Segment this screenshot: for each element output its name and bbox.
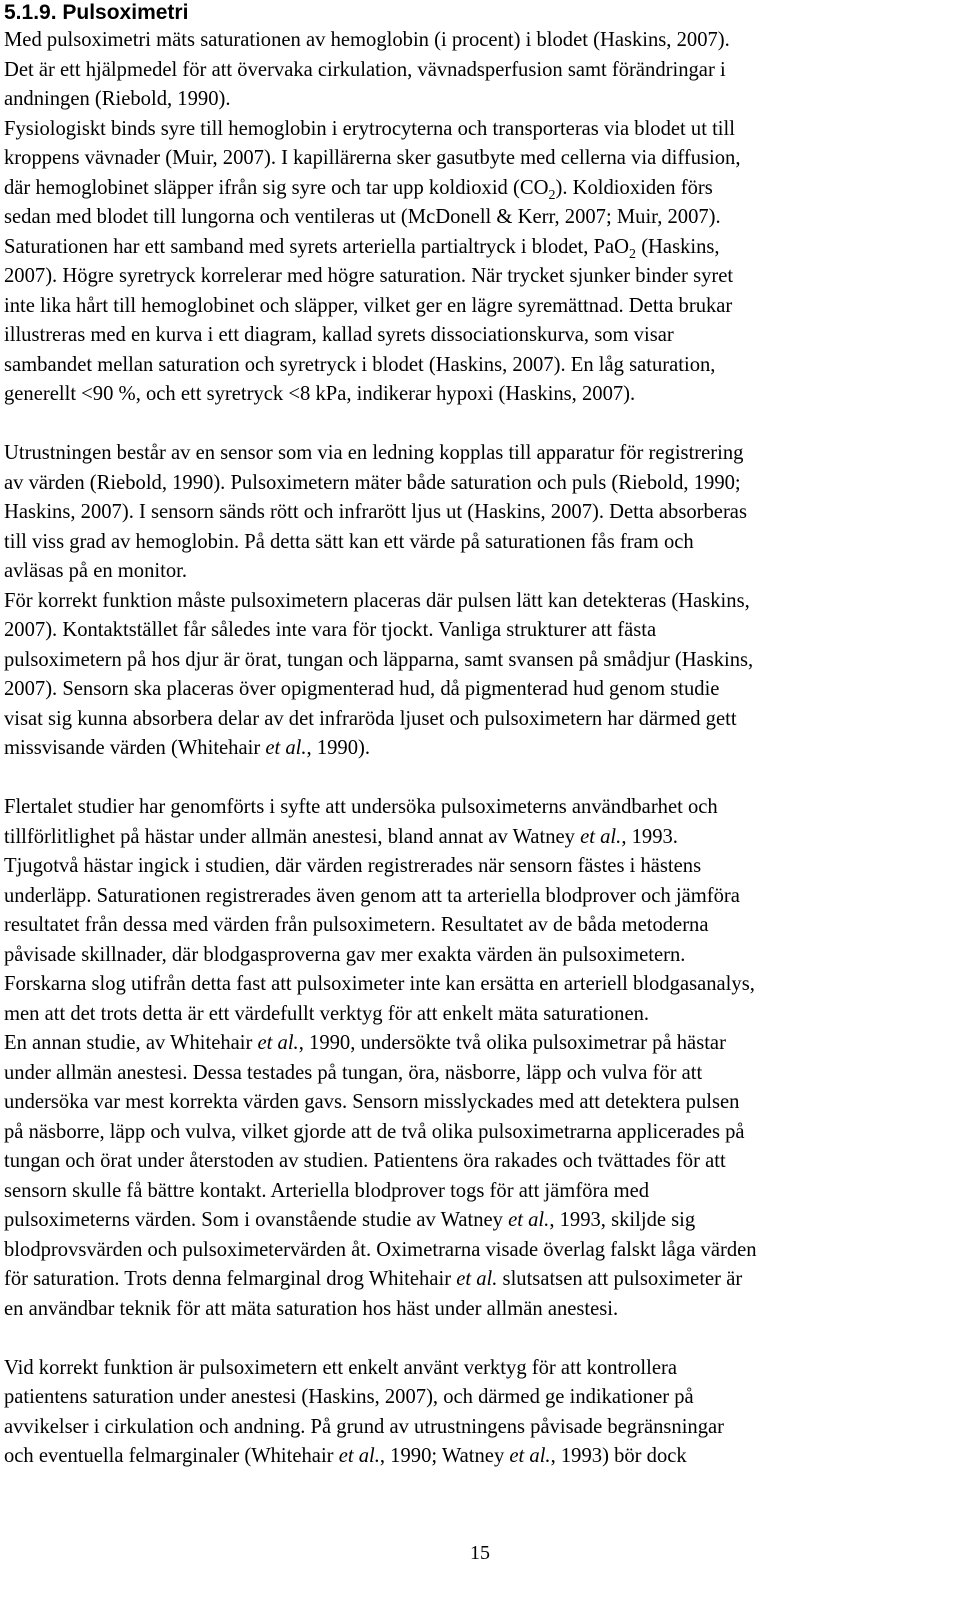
italic-text: et al. [508,1209,550,1231]
italic-text: et al. [265,737,307,759]
text-line: på näsborre, läpp och vulva, vilket gjorde att de två olika pulsoximetrarna applicerades på [4,1120,745,1143]
section-heading: 5.1.9. Pulsoximetri [4,1,189,24]
text-line: Tjugotvå hästar ingick i studien, där värden registrerades när sensorn fästes i hästens [4,855,702,877]
text-line: 2007). Högre syretryck korrelerar med högre saturation. När trycket sjunker binder syret [4,265,734,287]
text-line: Saturationen har ett samband med syrets arteriella partialtryck i blodet, PaO$_2$ (Haskins, [4,235,720,262]
text-line: Haskins, 2007). I sensorn sänds rött och infrarött ljus ut (Haskins, 2007). Detta absorberas [4,501,747,523]
text-line: För korrekt funktion måste pulsoximetern placeras där pulsen lätt kan detekteras (Haskins, [4,589,750,612]
text-line: illustreras med en kurva i ett diagram, kallad syrets dissociationskurva, som visar [4,324,674,346]
italic-text: et al. [509,1445,551,1467]
text-line: sensorn skulle få bättre kontakt. Arteriella blodprover togs för att jämföra med [4,1179,650,1202]
subscript: 2 [629,246,637,262]
text-line: och eventuella felmarginaler (Whitehair et al., 1990; Watney et al., 1993) bör dock [4,1445,687,1467]
page-number: 15 [470,1542,490,1564]
text-line: missvisande värden (Whitehair et al., 1990). [4,737,371,759]
text-line: för saturation. Trots denna felmarginal drog Whitehair et al. slutsatsen att pulsoximeter är [4,1268,743,1290]
text-line: men att det trots detta är ett värdefullt verktyg för att enkelt mäta saturationen. [4,1002,650,1025]
text-line: under allmän anestesi. Dessa testades på tungan, öra, näsborre, läpp och vulva för att [4,1061,703,1084]
text-line: Vid korrekt funktion är pulsoximetern ett enkelt använt verktyg för att kontrollera [4,1356,678,1379]
text-line: Fysiologiskt binds syre till hemoglobin i erytrocyterna och transporteras via blodet ut till [4,117,735,140]
text-line: pulsoximeterns värden. Som i ovanstående studie av Watney et al., 1993, skiljde sig [4,1209,696,1231]
text-line: påvisade skillnader, där blodgasproverna gav mer exakta värden än pulsoximetern. [4,943,686,966]
italic-text: et al. [338,1445,380,1467]
text-line: Med pulsoximetri mäts saturationen av hemoglobin (i procent) i blodet (Haskins, 2007). [4,29,730,51]
text-line: av värden (Riebold, 1990). Pulsoximetern mäter både saturation och puls (Riebold, 1990; [4,471,741,494]
text-line: där hemoglobinet släpper ifrån sig syre och tar upp koldioxid $(CO_2)$. Koldioxiden förs [4,176,713,203]
text-line: Flertalet studier har genomförts i syfte att undersöka pulsoximeterns användbarhet och [4,796,718,818]
text-line: generellt <90 %, och ett syretryck <8 kPa, indikerar hypoxi (Haskins, 2007). [4,383,636,405]
italic-text: et al. [456,1268,498,1290]
text-line: resultatet från dessa med värden från pulsoximetern. Resultatet av de båda metoderna [4,914,709,936]
paragraph-gap [4,1324,956,1354]
paragraph-gap [4,410,956,440]
paragraph-pulsoximetri-intro [4,26,956,410]
text-line: En annan studie, av Whitehair et al., 1990, undersökte två olika pulsoximetrar på hästar [4,1032,726,1054]
text-line: andningen (Riebold, 1990). [4,88,231,110]
text-line: pulsoximetern på hos djur är örat, tungan och läpparna, samt svansen på smådjur (Haskins, [4,648,754,671]
text-line: undersöka var mest korrekta värden gavs. Sensorn misslyckades med att detektera pulsen [4,1091,740,1113]
paragraph-gap [4,764,956,794]
paragraph-equipment [4,439,956,764]
text-line: sambandet mellan saturation och syretryck i blodet (Haskins, 2007). En låg saturation, [4,353,716,376]
text-line: till viss grad av hemoglobin. På detta sätt kan ett värde på saturationen fås fram och [4,530,694,553]
text-line: 2007). Kontaktstället får således inte vara för tjockt. Vanliga strukturer att fästa [4,619,657,641]
text-line: Forskarna slog utifrån detta fast att pulsoximeter inte kan ersätta en arteriell blodgasanalys, [4,973,755,995]
text-line: sedan med blodet till lungorna och ventileras ut (McDonell & Kerr, 2007; Muir, 2007). [4,206,721,228]
italic-text: et al. [580,825,622,848]
text-line: 2007). Sensorn ska placeras över opigmenterad hud, då pigmenterad hud genom studie [4,678,720,700]
text-line: tillförlitlighet på hästar under allmän anestesi, bland annat av Watney et al., 1993. [4,825,678,848]
text-line: Utrustningen består av en sensor som via en ledning kopplas till apparatur för registrering [4,442,744,464]
text-line: en användbar teknik för att mäta saturation hos häst under allmän anestesi. [4,1297,619,1320]
text-line: avvikelser i cirkulation och andning. På grund av utrustningens påvisade begränsningar [4,1415,725,1438]
text-line: avläsas på en monitor. [4,560,188,582]
paragraph-studies [4,793,956,1324]
subscript: 2 [548,187,556,203]
text-line: kroppens vävnader (Muir, 2007). I kapillärerna sker gasutbyte med cellerna via diffusion, [4,147,741,169]
text-line: visat sig kunna absorbera delar av det infraröda ljuset och pulsoximetern har därmed gett [4,707,737,730]
document-page [4,0,956,1472]
text-line: inte lika hårt till hemoglobinet och släpper, vilket ger en lägre syremättnad. Detta brukar [4,294,733,317]
italic-text: et al. [257,1032,299,1054]
paragraph-conclusion [4,1354,956,1472]
text-line: Det är ett hjälpmedel för att övervaka cirkulation, vävnadsperfusion samt förändringar i [4,58,726,81]
text-line: underläpp. Saturationen registrerades även genom att ta arteriella blodprover och jämföra [4,884,740,907]
text-line: patientens saturation under anestesi (Haskins, 2007), och därmed ge indikationer på [4,1386,694,1408]
text-line: tungan och örat under återstoden av studien. Patientens öra rakades och tvättades för att [4,1150,726,1172]
text-line: blodprovsvärden och pulsoximetervärden åt. Oximetrarna visade överlag falskt låga värden [4,1238,757,1261]
